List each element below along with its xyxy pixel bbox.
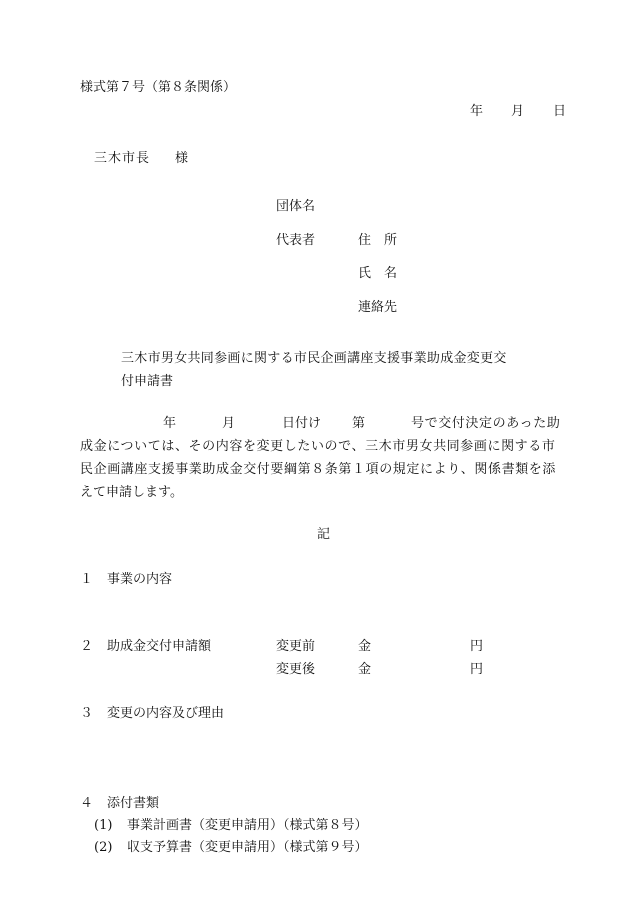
item3-number: ３ — [80, 706, 94, 721]
attachment-2-text: 収支予算書（変更申請用）（様式第９号） — [127, 840, 368, 855]
ki-heading: 記 — [317, 527, 331, 542]
attachment-1-number: (1) — [94, 818, 113, 833]
before-kin: 金 — [358, 639, 372, 654]
before-yen: 円 — [470, 639, 484, 654]
attachment-1-text: 事業計画書（変更申請用）（様式第８号） — [127, 818, 368, 833]
before-change-label: 変更前 — [276, 639, 316, 654]
ref-number-label: 第 — [352, 416, 366, 431]
contact-label: 連絡先 — [358, 300, 398, 315]
body-line-2: 成金については、その内容を変更したいので、三木市男女共同参画に関する市 — [80, 439, 556, 454]
ref-month: 月 — [222, 416, 236, 431]
item3-label: 変更の内容及び理由 — [107, 706, 225, 721]
document-title-line2: 付申請書 — [121, 374, 174, 389]
addressee-name: 三木市長 — [94, 151, 151, 166]
after-yen: 円 — [470, 662, 484, 677]
ref-after-text: 号で交付決定のあった助 — [411, 416, 561, 431]
ref-day: 日付け — [282, 416, 322, 431]
name-label: 氏 名 — [358, 266, 398, 281]
addressee-honorific: 様 — [175, 151, 189, 166]
item4-label: 添付書類 — [107, 796, 160, 811]
document-title-line1: 三木市男女共同参画に関する市民企画講座支援事業助成金変更交 — [121, 351, 507, 366]
item1-number: １ — [80, 572, 94, 587]
address-label: 住 所 — [358, 233, 398, 248]
item1-label: 事業の内容 — [107, 572, 173, 587]
date-year: 年 — [470, 104, 484, 119]
item2-label: 助成金交付申請額 — [107, 639, 212, 654]
item2-number: ２ — [80, 639, 94, 654]
after-change-label: 変更後 — [276, 662, 316, 677]
date-day: 日 — [553, 104, 567, 119]
attachment-2-number: (2) — [94, 840, 113, 855]
representative-label: 代表者 — [276, 233, 316, 248]
ref-year: 年 — [163, 416, 177, 431]
date-month: 月 — [511, 104, 525, 119]
body-line-4: えて申請します。 — [80, 485, 183, 500]
org-name-label: 団体名 — [276, 199, 316, 214]
item4-number: ４ — [80, 796, 94, 811]
form-number: 様式第７号（第８条関係） — [80, 80, 237, 95]
after-kin: 金 — [358, 662, 372, 677]
body-line-3: 民企画講座支援事業助成金交付要綱第８条第１項の規定により、関係書類を添 — [80, 462, 557, 477]
